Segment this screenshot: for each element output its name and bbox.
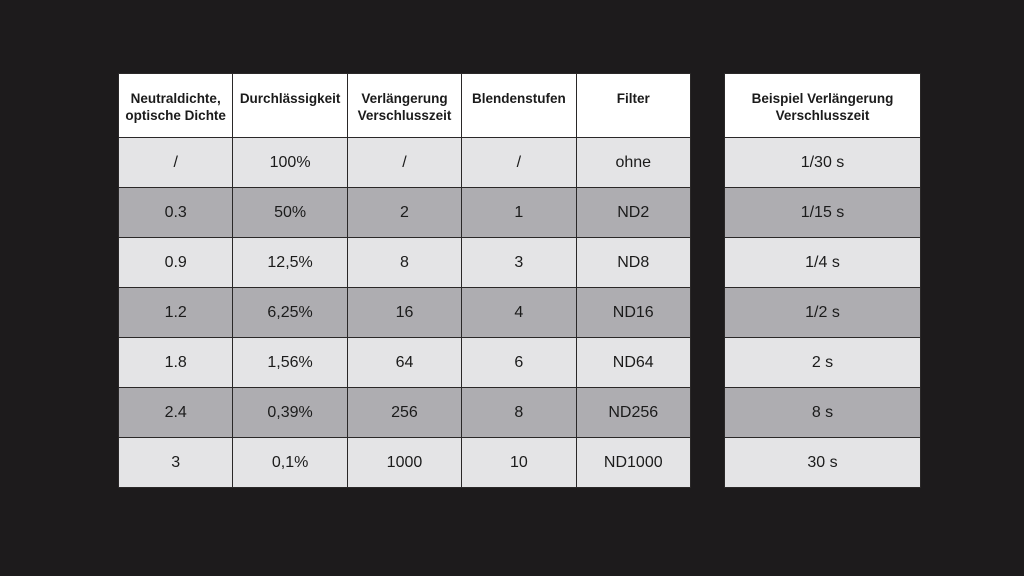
table-cell: ND64 (576, 338, 690, 388)
table-cell: 6,25% (233, 288, 347, 338)
table-cell: / (462, 138, 576, 188)
table-cell: 30 s (725, 438, 921, 488)
table-cell: 1.8 (119, 338, 233, 388)
table-cell: 2.4 (119, 388, 233, 438)
table-cell: 2 s (725, 338, 921, 388)
column-header-filter: Filter (576, 74, 690, 138)
table-header-row (725, 74, 921, 138)
table-cell: 12,5% (233, 238, 347, 288)
table-cell: 4 (462, 288, 576, 338)
table-cell: ND8 (576, 238, 690, 288)
table-row (725, 288, 921, 338)
table-row (725, 238, 921, 288)
table-cell: ohne (576, 138, 690, 188)
column-header-optical-density: Neutraldichte, optische Dichte (119, 74, 233, 138)
table-cell: 0.3 (119, 188, 233, 238)
column-header-example-exposure: Beispiel Verlängerung Verschlusszeit (725, 74, 921, 138)
table-cell: 16 (347, 288, 461, 338)
table-row (119, 138, 691, 188)
table-cell: 3 (462, 238, 576, 288)
table-cell: 1/15 s (725, 188, 921, 238)
table-cell: 0,39% (233, 388, 347, 438)
table-cell: 3 (119, 438, 233, 488)
column-header-exposure-factor: Verlängerung Verschlusszeit (347, 74, 461, 138)
table-cell: 1/2 s (725, 288, 921, 338)
table-cell: 1000 (347, 438, 461, 488)
table-row (119, 388, 691, 438)
table-row (725, 338, 921, 388)
table-cell: 256 (347, 388, 461, 438)
table-row (119, 188, 691, 238)
table-cell: 1/4 s (725, 238, 921, 288)
table-row (119, 288, 691, 338)
table-row (725, 188, 921, 238)
column-header-transmission: Durchlässigkeit (233, 74, 347, 138)
nd-filter-table (118, 73, 691, 488)
table-row (119, 338, 691, 388)
table-cell: 1.2 (119, 288, 233, 338)
column-header-f-stops: Blendenstufen (462, 74, 576, 138)
table-row (725, 438, 921, 488)
table-cell: 50% (233, 188, 347, 238)
table-header-row (119, 74, 691, 138)
table-cell: 64 (347, 338, 461, 388)
table-cell: ND256 (576, 388, 690, 438)
table-row (725, 138, 921, 188)
example-exposure-table (724, 73, 921, 488)
table-cell: 1,56% (233, 338, 347, 388)
table-cell: ND2 (576, 188, 690, 238)
table-cell: / (119, 138, 233, 188)
table-cell: 1/30 s (725, 138, 921, 188)
table-row (725, 388, 921, 438)
table-cell: 100% (233, 138, 347, 188)
table-cell: 0.9 (119, 238, 233, 288)
table-cell: / (347, 138, 461, 188)
table-cell: 8 (462, 388, 576, 438)
table-cell: 2 (347, 188, 461, 238)
table-cell: ND1000 (576, 438, 690, 488)
table-cell: 8 (347, 238, 461, 288)
table-cell: ND16 (576, 288, 690, 338)
table-cell: 8 s (725, 388, 921, 438)
table-cell: 1 (462, 188, 576, 238)
table-cell: 0,1% (233, 438, 347, 488)
table-cell: 6 (462, 338, 576, 388)
table-row (119, 438, 691, 488)
table-cell: 10 (462, 438, 576, 488)
table-row (119, 238, 691, 288)
